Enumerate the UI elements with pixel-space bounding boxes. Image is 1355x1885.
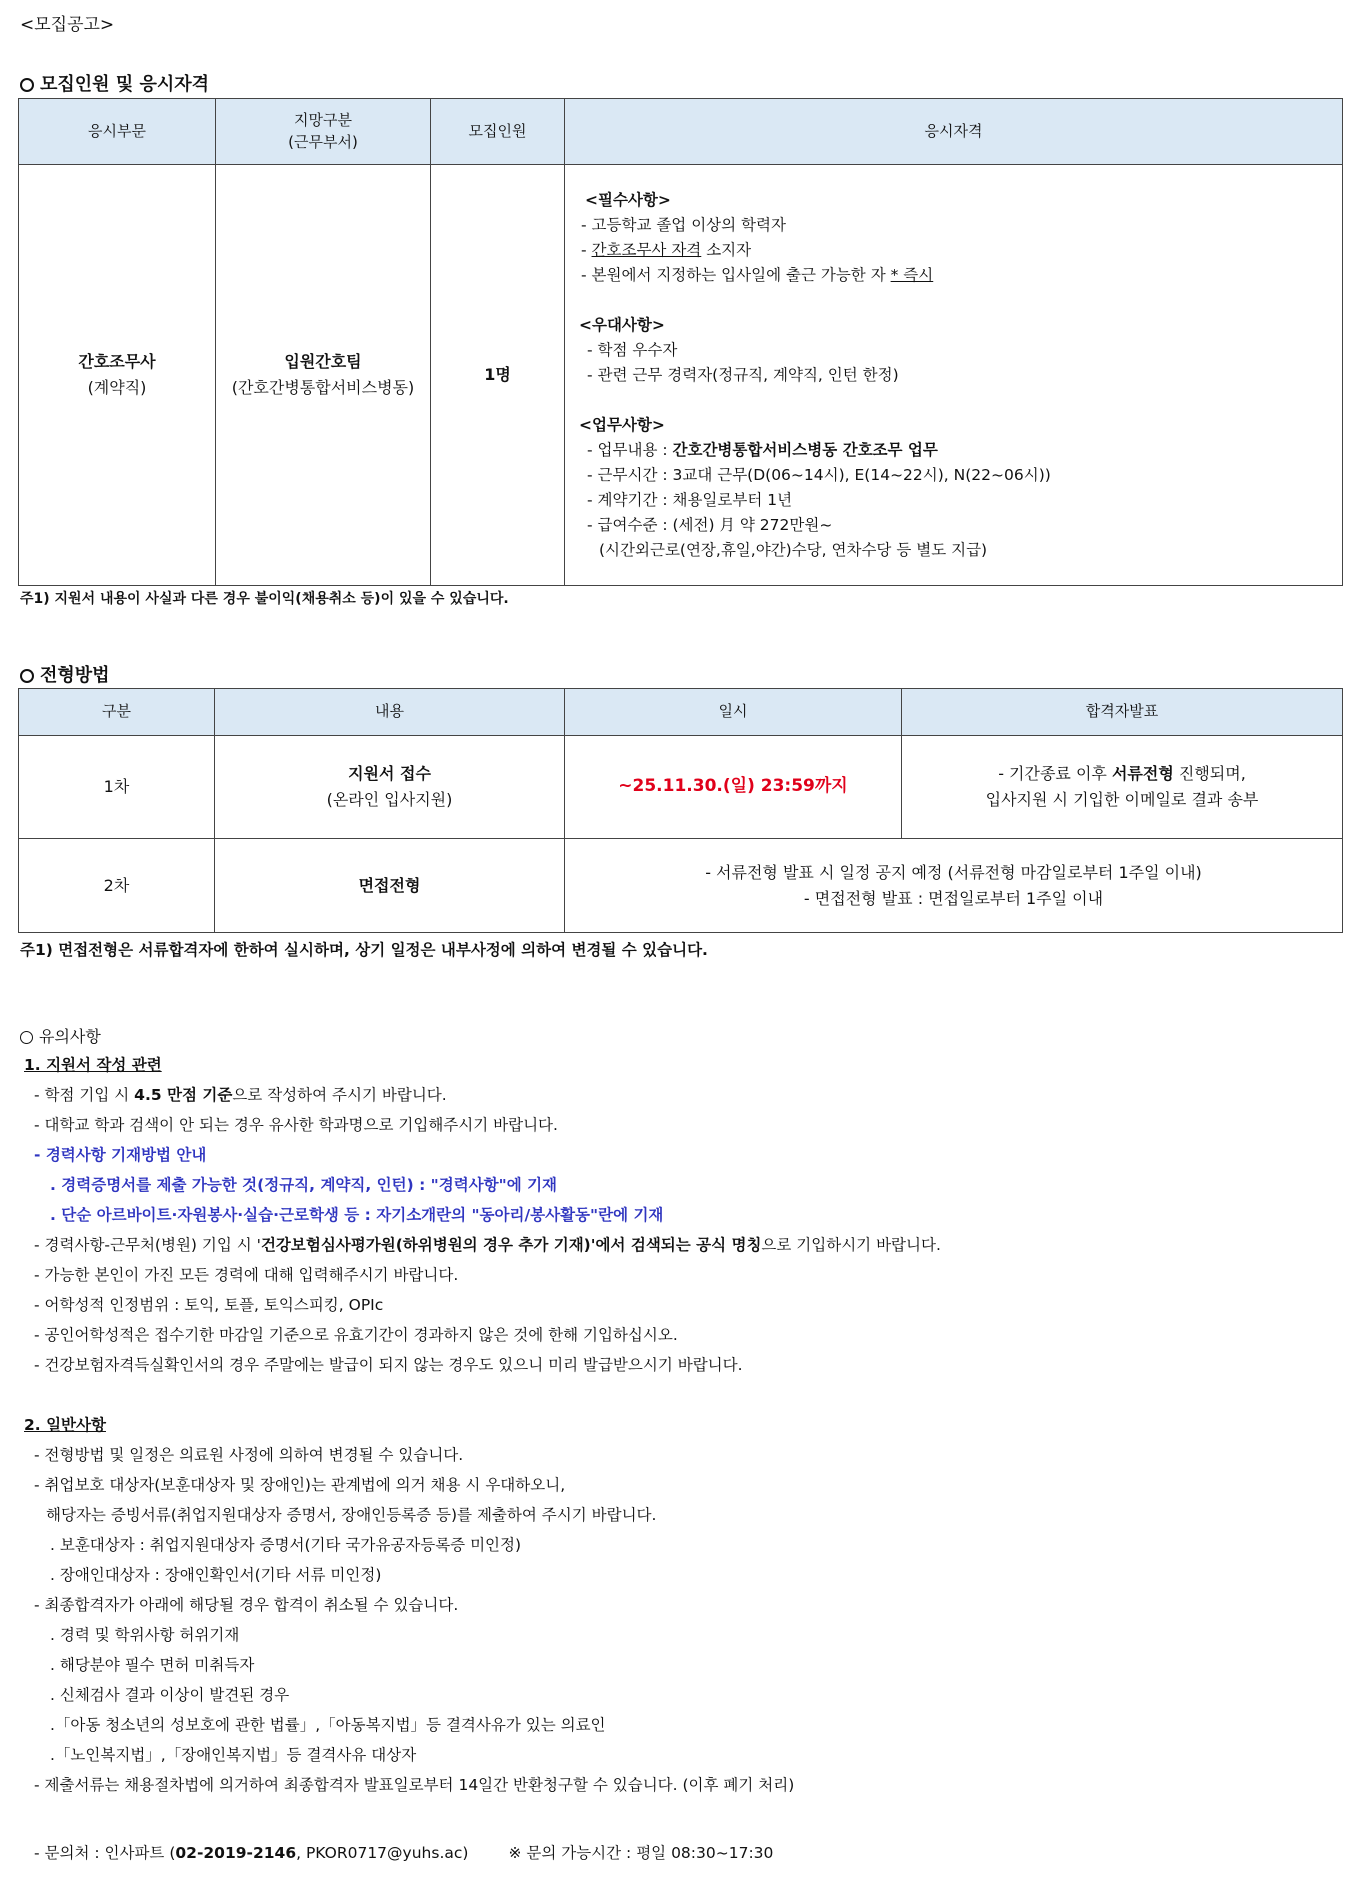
notes-item: . 신체검사 결과 이상이 발견된 경우 <box>50 1686 290 1704</box>
header-dept: 응시부문 <box>19 99 216 165</box>
section-heading-text: 유의사항 <box>39 1027 101 1046</box>
notes-item-career: - 경력사항 기재방법 안내 <box>34 1146 207 1164</box>
cell-count: 1명 <box>431 165 565 586</box>
notes-bold: 4.5 만점 기준 <box>134 1086 233 1104</box>
header-qualification: 응시자격 <box>565 99 1343 165</box>
announce-text: 진행되며, <box>1173 764 1246 784</box>
section-heading-notes <box>20 1024 101 1047</box>
duty-item: - 근무시간 : 3교대 근무(D(06~14시), E(14~22시), N(22~06시)) <box>587 465 1051 484</box>
req-underline: 간호조무사 자격 <box>591 240 702 259</box>
cell-qualification <box>565 165 1343 586</box>
division-name: 입원간호팀 <box>284 352 362 372</box>
contact-line <box>20 1838 1340 1868</box>
circle-bullet-icon <box>20 1031 33 1044</box>
section-heading-text: 전형방법 <box>40 665 110 686</box>
header-content: 내용 <box>215 689 565 736</box>
dept-type: (계약직) <box>87 378 147 397</box>
stage1-content <box>215 736 565 839</box>
stage1-content-sub: (온라인 입사지원) <box>326 790 453 809</box>
notes-subheading-2: 2. 일반사항 <box>24 1416 106 1434</box>
notes-item: - 최종합격자가 아래에 해당될 경우 합격이 취소될 수 있습니다. <box>34 1596 459 1614</box>
notes-item: - 어학성적 인정범위 : 토익, 토플, 토익스피킹, OPIc <box>34 1296 384 1314</box>
notes-item <box>20 1080 1340 1110</box>
notes-item: - 취업보호 대상자(보훈대상자 및 장애인)는 관계법에 의거 채용 시 우대하오니, <box>34 1476 566 1494</box>
stage2-detail-line2: - 면접전형 발표 : 면접일로부터 1주일 이내 <box>803 888 1104 908</box>
division-sub: (간호간병통합서비스병동) <box>231 378 415 397</box>
notes-item-career-b: . 단순 아르바이트·자원봉사·실습·근로학생 등 : 자기소개란의 "동아리/봉사활동"란에 기재 <box>50 1206 664 1224</box>
notes-text: 으로 기입하시기 바랍니다. <box>761 1236 941 1254</box>
section-heading-process <box>20 661 110 687</box>
duty-item <box>579 438 1342 463</box>
req-item <box>579 238 1342 263</box>
recruitment-table <box>18 98 1343 586</box>
contact-hours: ※ 문의 가능시간 : 평일 08:30~17:30 <box>508 1844 774 1862</box>
req-text: - 본원에서 지정하는 입사일에 출근 가능한 자 <box>581 265 891 284</box>
circle-bullet-icon <box>20 669 34 683</box>
header-date: 일시 <box>565 689 902 736</box>
stage2-label: 2차 <box>19 839 215 933</box>
stage2-content: 면접전형 <box>215 839 565 933</box>
notes-bold: 건강보험심사평가원(하위병원의 경우 추가 기재)'에서 검색되는 공식 명칭 <box>260 1236 762 1254</box>
announce-text: - 기간종료 이후 <box>998 764 1112 784</box>
req-item: - 고등학교 졸업 이상의 학력자 <box>581 215 786 234</box>
stage1-date: ~25.11.30.(일) 23:59까지 <box>565 736 902 839</box>
process-table <box>18 688 1343 933</box>
announce-bold: 서류전형 <box>1111 764 1174 784</box>
notes-item: . 보훈대상자 : 취업지원대상자 증명서(기타 국가유공자등록증 미인정) <box>50 1536 522 1554</box>
notes-text: 으로 작성하여 주시기 바랍니다. <box>232 1086 447 1104</box>
notes-subheading-1: 1. 지원서 작성 관련 <box>24 1056 162 1074</box>
header-division <box>216 99 431 165</box>
header-division-line2: (근무부서) <box>288 132 358 151</box>
notes-item: - 건강보험자격득실확인서의 경우 주말에는 발급이 되지 않는 경우도 있으니 미리 발급받으시기 바랍니다. <box>34 1356 743 1374</box>
section-heading-recruitment <box>20 70 209 96</box>
notes-item: - 제출서류는 채용절차법에 의거하여 최종합격자 발표일로부터 14일간 반환청구할 수 있습니다. (이후 폐기 처리) <box>34 1776 795 1794</box>
notes-block <box>20 1050 1340 1868</box>
header-division-line1: 지망구분 <box>294 110 352 129</box>
stage1-announce-line1 <box>902 761 1342 787</box>
notes-item: .「아동 청소년의 성보호에 관한 법률」,「아동복지법」등 결격사유가 있는 의료인 <box>50 1716 606 1734</box>
stage2-detail-line1: - 서류전형 발표 시 일정 공지 예정 (서류전형 마감일로부터 1주일 이내) <box>705 862 1202 882</box>
notes-item: - 전형방법 및 일정은 의료원 사정에 의하여 변경될 수 있습니다. <box>34 1446 464 1464</box>
notes-text: - 학점 기입 시 <box>34 1086 135 1104</box>
notes-item: . 해당분야 필수 면허 미취득자 <box>50 1656 255 1674</box>
pref-item: - 관련 근무 경력자(정규직, 계약직, 인턴 한정) <box>587 365 899 384</box>
page-title: <모집공고> <box>20 15 115 35</box>
preferred-title: <우대사항> <box>579 315 665 334</box>
header-count: 모집인원 <box>431 99 565 165</box>
required-title: <필수사항> <box>585 190 671 209</box>
notes-item: . 장애인대상자 : 장애인확인서(기타 서류 미인정) <box>50 1566 382 1584</box>
recruitment-note: 주1) 지원서 내용이 사실과 다른 경우 불이익(채용취소 등)이 있을 수 있습니다. <box>20 591 509 607</box>
dept-name: 간호조무사 <box>78 352 156 372</box>
pref-item: - 학점 우수자 <box>587 340 678 359</box>
cell-division <box>216 165 431 586</box>
notes-item-career-a: . 경력증명서를 제출 가능한 것(정규직, 계약직, 인턴) : "경력사항"에 기재 <box>50 1176 558 1194</box>
process-note: 주1) 면접전형은 서류합격자에 한하여 실시하며, 상기 일정은 내부사정에 의하여 변경될 수 있습니다. <box>20 941 708 959</box>
contact-email: , PKOR0717@yuhs.ac) <box>296 1844 469 1862</box>
stage2-detail <box>565 839 1343 933</box>
duty-item: - 급여수준 : (세전) 月 약 272만원~ <box>587 515 833 534</box>
req-item <box>579 263 1342 288</box>
req-text: 소지자 <box>701 240 752 259</box>
cell-dept <box>19 165 216 586</box>
contact-text: - 문의처 : 인사파트 ( <box>34 1844 176 1862</box>
contact-phone: 02-2019-2146 <box>175 1844 297 1862</box>
duty-item: (시간외근로(연장,휴일,야간)수당, 연차수당 등 별도 지급) <box>599 540 988 559</box>
section-heading-text: 모집인원 및 응시자격 <box>40 74 210 95</box>
stage1-content-main: 지원서 접수 <box>348 764 431 784</box>
notes-item: - 가능한 본인이 가진 모든 경력에 대해 입력해주시기 바랍니다. <box>34 1266 459 1284</box>
duty-title: <업무사항> <box>579 415 665 434</box>
notes-item: 해당자는 증빙서류(취업지원대상자 증명서, 장애인등록증 등)를 제출하여 주시기 바랍니다. <box>46 1506 657 1524</box>
notes-item: - 공인어학성적은 접수기한 마감일 기준으로 유효기간이 경과하지 않은 것에 한해 기입하십시오. <box>34 1326 678 1344</box>
notes-item: . 경력 및 학위사항 허위기재 <box>50 1626 240 1644</box>
header-stage: 구분 <box>19 689 215 736</box>
notes-text: - 경력사항-근무처(병원) 기입 시 ' <box>34 1236 261 1254</box>
req-text: - <box>581 240 592 259</box>
req-underline: * 즉시 <box>890 265 934 284</box>
stage1-announce <box>902 736 1343 839</box>
notes-item: .「노인복지법」,「장애인복지법」등 결격사유 대상자 <box>50 1746 417 1764</box>
duty-bold: 간호간병통합서비스병동 간호조무 업무 <box>672 440 938 459</box>
duty-text: - 업무내용 : <box>587 440 673 459</box>
header-announce: 합격자발표 <box>902 689 1343 736</box>
stage1-announce-line2: 입사지원 시 기입한 이메일로 결과 송부 <box>985 790 1259 809</box>
notes-item: - 대학교 학과 검색이 안 되는 경우 유사한 학과명으로 기입해주시기 바랍니다. <box>34 1116 558 1134</box>
duty-item: - 계약기간 : 채용일로부터 1년 <box>587 490 793 509</box>
stage1-label: 1차 <box>19 736 215 839</box>
notes-item <box>20 1230 1340 1260</box>
circle-bullet-icon <box>20 78 34 92</box>
